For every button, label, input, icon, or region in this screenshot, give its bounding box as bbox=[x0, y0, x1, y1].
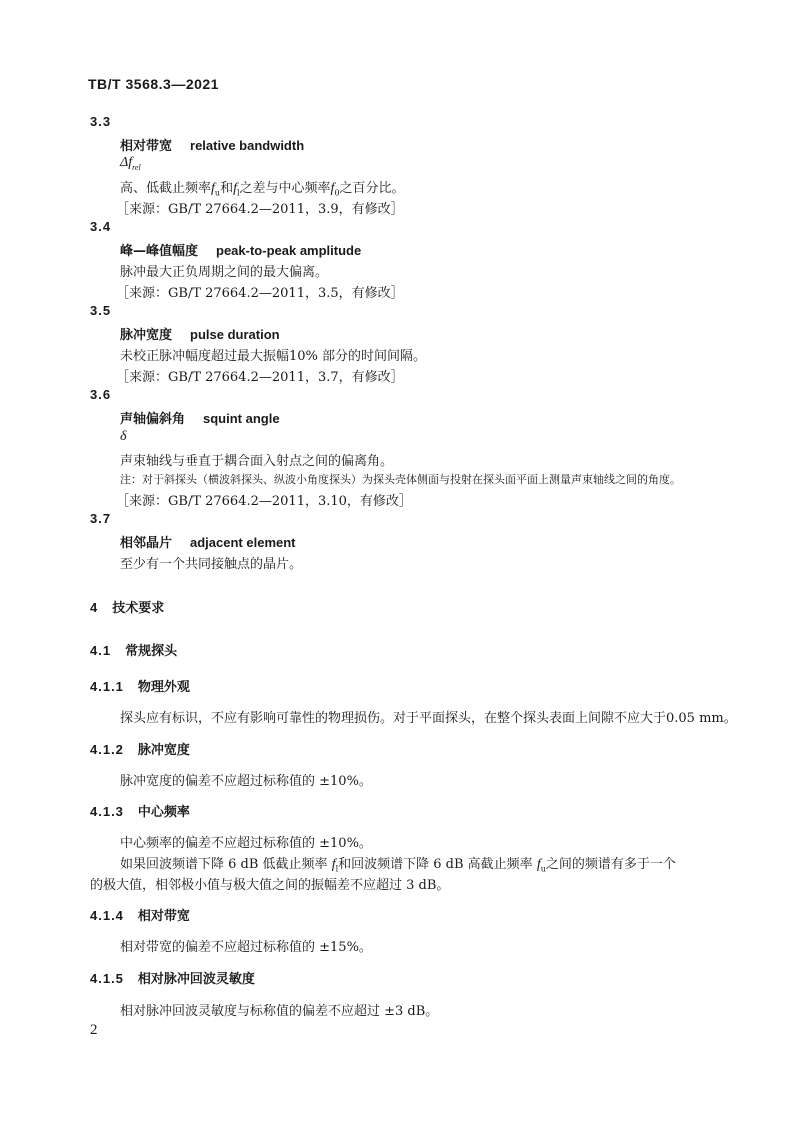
section-heading-4-1-2: 4.1.2 脉冲宽度 bbox=[90, 742, 190, 758]
paragraph: 如果回波频谱下降 6 dB 低截止频率 $f_l$和回波频谱下降 6 dB 高截止频率 $f_u$之间的频谱有多于一个 bbox=[120, 857, 676, 874]
term-definition: 声束轴线与垂直于耦合面入射点之间的偏离角。 bbox=[120, 454, 394, 469]
section-heading-4-1-4: 4.1.4 相对带宽 bbox=[90, 908, 190, 924]
section-heading-4-1-1: 4.1.1 物理外观 bbox=[90, 679, 190, 695]
section-heading-4-1-3: 4.1.3 中心频率 bbox=[90, 804, 190, 820]
term-definition: 未校正脉冲幅度超过最大振幅10% 部分的时间间隔。 bbox=[120, 349, 427, 364]
paragraph: 中心频率的偏差不应超过标称值的 ±10%。 bbox=[120, 836, 372, 851]
term-title-relative-bandwidth bbox=[120, 135, 304, 154]
term-source: ［来源：GB/T 27664.2—2011，3.7，有修改］ bbox=[116, 370, 404, 385]
term-number-3-3: 3.3 bbox=[90, 114, 112, 129]
section-heading-4-1: 4.1 常规探头 bbox=[90, 643, 178, 659]
term-definition: 脉冲最大正负周期之间的最大偏离。 bbox=[120, 265, 329, 280]
paragraph: 脉冲宽度的偏差不应超过标称值的 ±10%。 bbox=[120, 774, 372, 789]
paragraph: 相对带宽的偏差不应超过标称值的 ±15%。 bbox=[120, 940, 372, 955]
term-definition: 高、低截止频率$f_u$和$f_l$之差与中心频率$f_0$之百分比。 bbox=[120, 181, 405, 198]
term-source: ［来源：GB/T 27664.2—2011，3.9，有修改］ bbox=[116, 202, 404, 217]
term-number-3-4: 3.4 bbox=[90, 219, 112, 234]
paragraph: 探头应有标识，不应有影响可靠性的物理损伤。对于平面探头，在整个探头表面上间隙不应大于0.05 mm。 bbox=[120, 711, 737, 726]
term-source: ［来源：GB/T 27664.2—2011，3.10，有修改］ bbox=[116, 494, 412, 509]
section-heading-4-1-5: 4.1.5 相对脉冲回波灵敏度 bbox=[90, 971, 255, 987]
section-heading-4: 4 技术要求 bbox=[90, 600, 165, 616]
term-definition: 至少有一个共同接触点的晶片。 bbox=[120, 557, 303, 572]
document-code: TB/T 3568.3—2021 bbox=[88, 76, 219, 92]
term-note: 注：对于斜探头（横波斜探头、纵波小角度探头）为探头壳体侧面与投射在探头面平面上测量声束轴线之间的角度。 bbox=[120, 473, 681, 486]
term-symbol: δ bbox=[120, 429, 127, 444]
term-number-3-6: 3.6 bbox=[90, 387, 112, 402]
term-source: ［来源：GB/T 27664.2—2011，3.5，有修改］ bbox=[116, 286, 404, 301]
term-number-3-5: 3.5 bbox=[90, 303, 112, 318]
term-title-pulse-duration: 脉冲宽度 pulse duration bbox=[120, 327, 280, 343]
term-title-squint-angle: 声轴偏斜角 squint angle bbox=[120, 411, 280, 427]
term-zh: 相对带宽 bbox=[120, 139, 173, 154]
term-en: relative bandwidth bbox=[190, 138, 305, 153]
term-symbol: $\Delta f_{rel}$ bbox=[120, 155, 141, 172]
term-title-adjacent-element: 相邻晶片 adjacent element bbox=[120, 535, 296, 551]
term-number-3-7: 3.7 bbox=[90, 511, 112, 526]
paragraph: 相对脉冲回波灵敏度与标称值的偏差不应超过 ±3 dB。 bbox=[120, 1004, 439, 1019]
paragraph-continuation: 的极大值，相邻极小值与极大值之间的振幅差不应超过 3 dB。 bbox=[90, 878, 450, 893]
term-title-peak-to-peak: 峰—峰值幅度 peak-to-peak amplitude bbox=[120, 243, 362, 259]
page-number: 2 bbox=[90, 1022, 98, 1038]
